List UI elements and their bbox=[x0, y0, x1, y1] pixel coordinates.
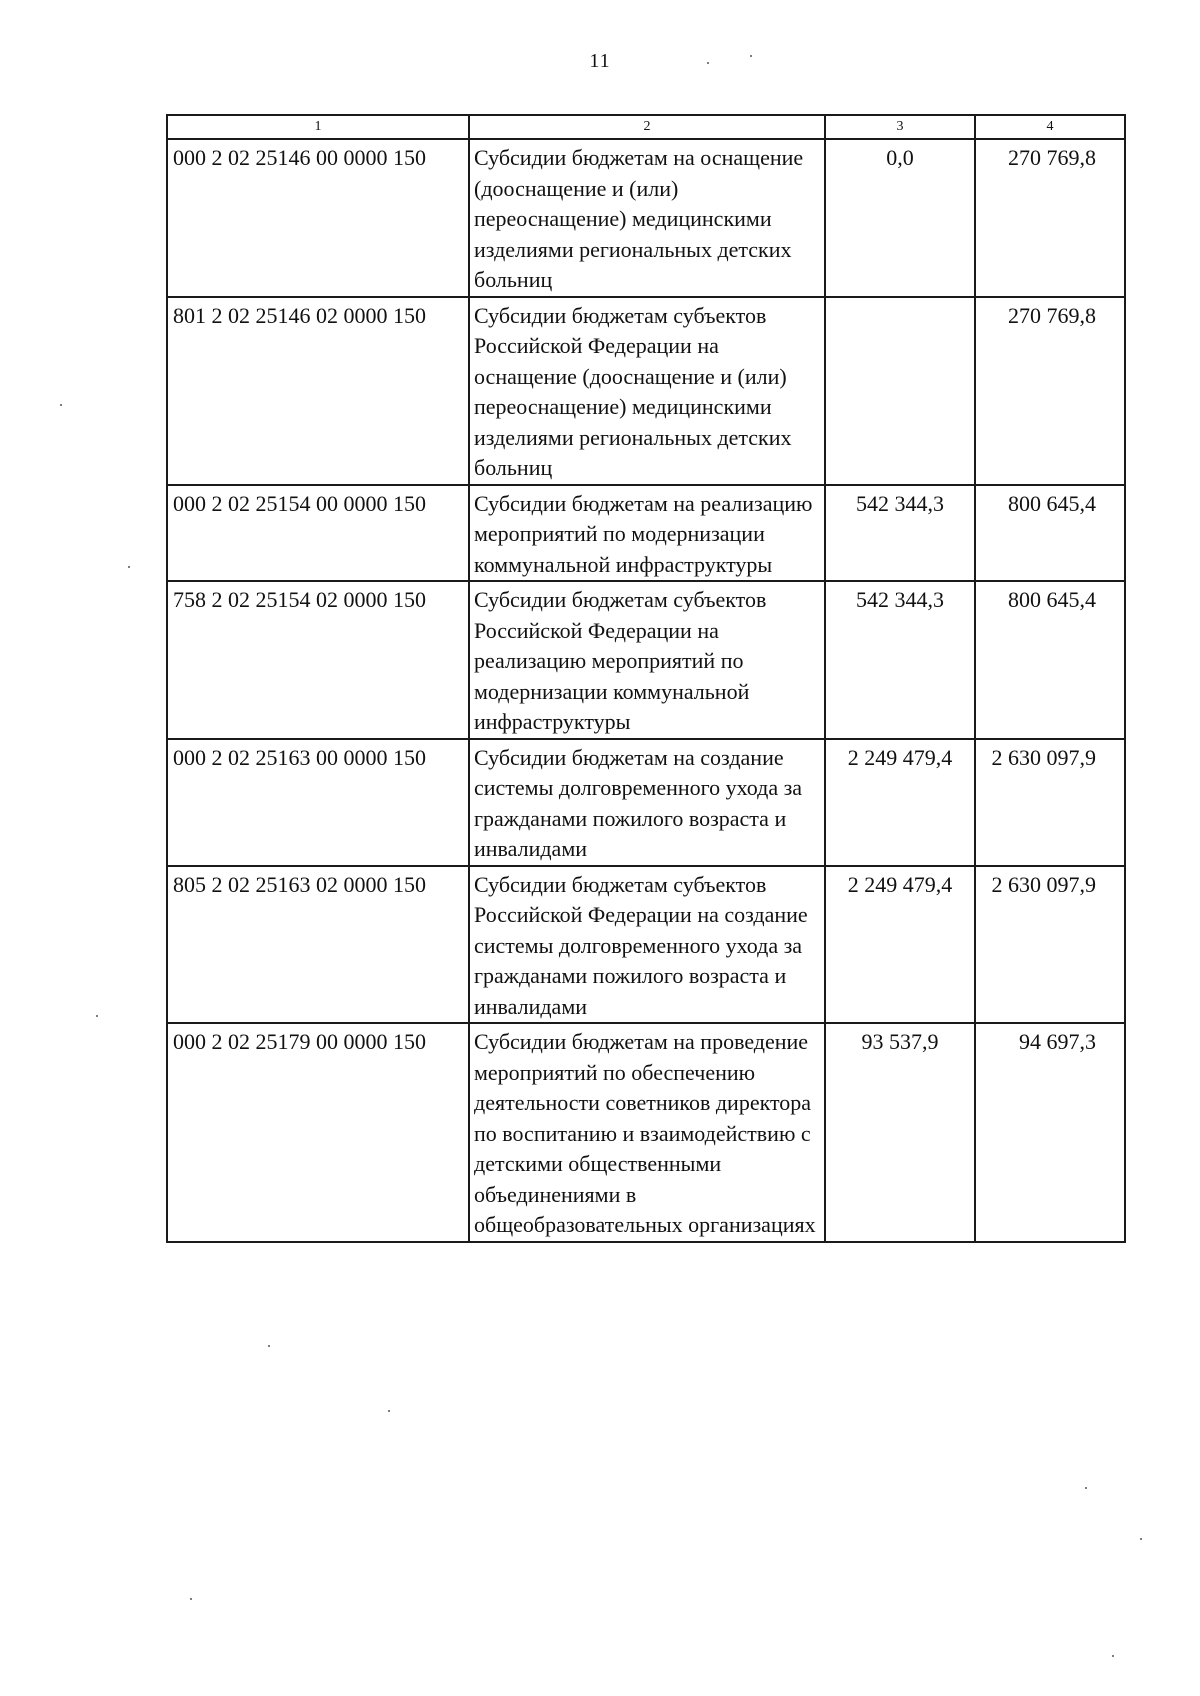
page-number: 11 bbox=[589, 50, 611, 72]
value-col-4: 800 645,4 bbox=[975, 485, 1125, 582]
value-col-3 bbox=[825, 297, 975, 485]
budget-code: 000 2 02 25146 00 0000 150 bbox=[167, 139, 469, 297]
header-col-4: 4 bbox=[975, 115, 1125, 139]
table-row bbox=[167, 866, 1125, 1024]
value-col-4: 270 769,8 bbox=[975, 139, 1125, 297]
value-col-3: 0,0 bbox=[825, 139, 975, 297]
item-name: Субсидии бюджетам субъектов Российской Федерации на создание системы долговременного ухода за гражданами пожилого возраста и инвалидами bbox=[469, 866, 825, 1024]
value-col-4: 94 697,3 bbox=[975, 1023, 1125, 1242]
value-col-3: 93 537,9 bbox=[825, 1023, 975, 1242]
scan-speck bbox=[96, 1015, 98, 1017]
value-col-3: 2 249 479,4 bbox=[825, 866, 975, 1024]
scan-speck bbox=[190, 1598, 192, 1600]
item-name: Субсидии бюджетам на реализацию мероприятий по модернизации коммунальной инфраструктуры bbox=[469, 485, 825, 582]
item-name: Субсидии бюджетам на проведение мероприятий по обеспечению деятельности советников директора по воспитанию и взаимодействию с детскими общественными объединениями в общеобразовательных организациях bbox=[469, 1023, 825, 1242]
table-row bbox=[167, 1023, 1125, 1242]
table-row bbox=[167, 581, 1125, 739]
item-name: Субсидии бюджетам субъектов Российской Федерации на оснащение (дооснащение и (или) переоснащение) медицинскими изделиями региональных детских больниц bbox=[469, 297, 825, 485]
budget-table bbox=[166, 114, 1126, 1243]
header-col-3: 3 bbox=[825, 115, 975, 139]
table-body bbox=[167, 139, 1125, 1242]
table-header bbox=[167, 115, 1125, 139]
value-col-3: 542 344,3 bbox=[825, 485, 975, 582]
budget-code: 000 2 02 25179 00 0000 150 bbox=[167, 1023, 469, 1242]
scan-speck bbox=[388, 1410, 390, 1412]
value-col-4: 2 630 097,9 bbox=[975, 739, 1125, 866]
value-col-3: 542 344,3 bbox=[825, 581, 975, 739]
scan-speck bbox=[128, 566, 130, 568]
budget-code: 805 2 02 25163 02 0000 150 bbox=[167, 866, 469, 1024]
scan-speck bbox=[707, 62, 709, 64]
scan-speck bbox=[60, 404, 62, 406]
budget-code: 000 2 02 25163 00 0000 150 bbox=[167, 739, 469, 866]
scan-speck bbox=[268, 1345, 270, 1347]
scan-speck bbox=[750, 55, 752, 57]
header-col-1: 1 bbox=[167, 115, 469, 139]
item-name: Субсидии бюджетам на оснащение (дооснащение и (или) переоснащение) медицинскими изделиями региональных детских больниц bbox=[469, 139, 825, 297]
budget-code: 758 2 02 25154 02 0000 150 bbox=[167, 581, 469, 739]
table-row bbox=[167, 139, 1125, 297]
table-row bbox=[167, 485, 1125, 582]
table-row bbox=[167, 297, 1125, 485]
budget-code: 801 2 02 25146 02 0000 150 bbox=[167, 297, 469, 485]
item-name: Субсидии бюджетам субъектов Российской Федерации на реализацию мероприятий по модернизации коммунальной инфраструктуры bbox=[469, 581, 825, 739]
header-row bbox=[167, 115, 1125, 139]
scan-speck bbox=[1112, 1655, 1114, 1657]
header-col-2: 2 bbox=[469, 115, 825, 139]
table-row bbox=[167, 739, 1125, 866]
scan-speck bbox=[1140, 1538, 1142, 1540]
item-name: Субсидии бюджетам на создание системы долговременного ухода за гражданами пожилого возраста и инвалидами bbox=[469, 739, 825, 866]
value-col-4: 2 630 097,9 bbox=[975, 866, 1125, 1024]
value-col-4: 800 645,4 bbox=[975, 581, 1125, 739]
value-col-3: 2 249 479,4 bbox=[825, 739, 975, 866]
value-col-4: 270 769,8 bbox=[975, 297, 1125, 485]
scan-speck bbox=[1085, 1487, 1087, 1489]
budget-code: 000 2 02 25154 00 0000 150 bbox=[167, 485, 469, 582]
